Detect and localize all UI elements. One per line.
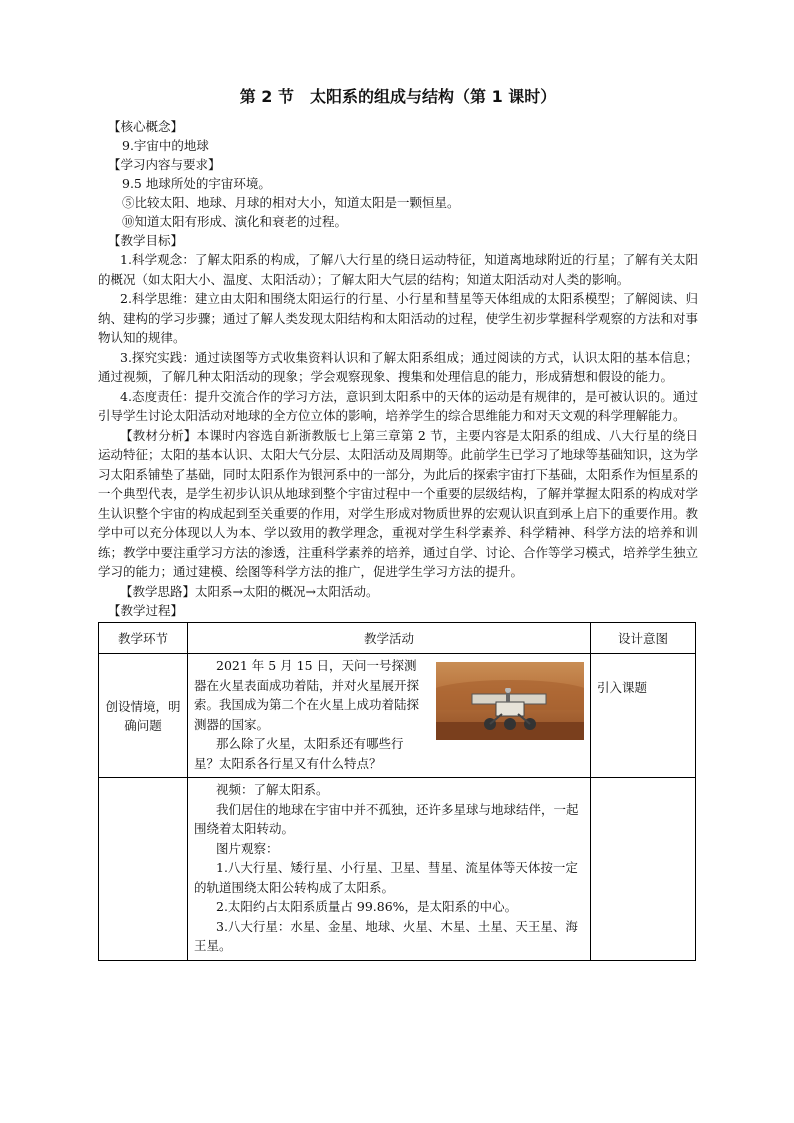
activity-paragraph: 2.太阳约占太阳系质量占 99.86%，是太阳系的中心。 (216, 899, 518, 914)
activity-paragraph: 图片观察： (216, 840, 279, 856)
stage-cell (99, 778, 188, 961)
activity-cell (188, 778, 591, 961)
col-header-intent: 设计意图 (591, 623, 696, 654)
process-table (98, 622, 696, 961)
intent-cell: 引入课题 (591, 654, 696, 778)
activity-paragraph: 我们居住的地球在宇宙中并不孤独，还许多星球与地球结伴，一起围绕着太阳转动。 (194, 801, 579, 836)
page-title: 第 2 节 太阳系的组成与结构（第 1 课时） (239, 87, 557, 106)
goals-heading: 【教学目标】 (108, 233, 184, 248)
table-row (99, 778, 696, 961)
thinking-text: 太阳系→太阳的概况→太阳活动。 (195, 583, 379, 599)
document-page (98, 84, 698, 961)
stage-cell: 创设情境，明确问题 (99, 654, 188, 778)
process-heading: 【教学过程】 (108, 603, 184, 618)
learning-req-item: ⑤比较太阳、地球、月球的相对大小，知道太阳是一颗恒星。 (122, 195, 460, 210)
rover-icon (466, 688, 552, 732)
goal-item: 4.态度责任：提升交流合作的学习方法，意识到太阳系中的天体的运动是有规律的，是可被认识的。通过引导学生讨论太阳活动对地球的全方位立体的影响，培养学生的综合思维能力和对天文观的科学理解能力。 (98, 388, 698, 423)
learning-req-item: 9.5 地球所处的宇宙环境。 (122, 176, 271, 191)
goal-item: 2.科学思维：建立由太阳和围绕太阳运行的行星、小行星和彗星等天体组成的太阳系模型；了解阅读、归纳、建构的学习步骤；通过了解人类发现太阳结构和太阳活动的过程，使学生初步掌握科学观察的方法和对事物认知的规律。 (98, 291, 699, 345)
activity-cell (188, 654, 591, 778)
thinking-paragraph (98, 582, 698, 602)
core-concept-item: 9.宇宙中的地球 (122, 138, 209, 153)
activity-paragraph: 视频：了解太阳系。 (216, 782, 329, 797)
activity-paragraph: 1.八大行星、矮行星、小行星、卫星、彗星、流星体等天体按一定的轨道围绕太阳公转构成了太阳系。 (194, 860, 578, 895)
table-header-row (99, 623, 696, 654)
goal-item: 3.探究实践：通过读图等方式收集资料认识和了解太阳系组成；通过阅读的方式，认识太阳的基本信息；通过视频，了解几种太阳活动的现象；学会观察现象、搜集和处理信息的能力，形成猜想和假设的能力。 (98, 349, 698, 384)
analysis-heading: 【教材分析】 (120, 427, 197, 443)
mars-rover-photo (436, 662, 584, 740)
analysis-paragraph (98, 426, 698, 582)
thinking-heading: 【教学思路】 (120, 583, 196, 599)
activity-paragraph: 3.八大行星：水星、金星、地球、火星、木星、土星、天王星、海王星。 (194, 918, 578, 953)
activity-paragraph: 那么除了火星，太阳系还有哪些行星？太阳系各行星又有什么特点？ (194, 736, 404, 771)
learning-req-item: ⑩知道太阳有形成、演化和衰老的过程。 (122, 214, 348, 229)
goal-item: 1.科学观念：了解太阳系的构成，了解八大行星的绕日运动特征，知道离地球附近的行星；了解有关太阳的概况（如太阳大小、温度、太阳活动）；了解太阳大气层的结构；知道太阳活动对人类的影响。 (98, 252, 698, 287)
col-header-stage: 教学环节 (99, 623, 188, 654)
core-concept-heading: 【核心概念】 (108, 119, 184, 134)
learning-req-heading: 【学习内容与要求】 (108, 157, 221, 172)
col-header-activity: 教学活动 (188, 623, 591, 654)
table-row (99, 654, 696, 778)
analysis-text: 本课时内容选自新浙教版七上第三章第 2 节，主要内容是太阳系的组成、八大行星的绕日运动特征；太阳的基本认识、太阳大气分层、太阳活动及周期等。此前学生已学习了地球等基础知识，这为学习太阳系铺垫了基础，同时太阳系作为银河系中的一部分，为此后的探索宇宙打下基础，太阳系作为恒星系的一个典型代表，是学生初步认识从地球到整个宇宙过程中一个重要的层级结构，了解并掌握太阳系的构成对学生认识整个宇宙的构成起到至关重要的作用，对学生形成对物质世界的宏观认识直到承上启下的重要作用。教学中可以充分体现以人为本、学以致用的教学理念，重视对学生科学素养、科学精神、科学方法的培养和训练；教学中要注重学习方法的渗透，注重科学素养的培养，通过自学、讨论、合作等学习模式，培养学生独立学习的能力；通过建模、绘图等科学方法的推广，促进学生学习方法的提升。 (98, 427, 699, 579)
intent-cell (591, 778, 696, 961)
activity-paragraph: 2021 年 5 月 15 日，天问一号探测器在火星表面成功着陆，并对火星展开探索。我国成为第二个在火星上成功着陆探测器的国家。 (194, 658, 420, 732)
